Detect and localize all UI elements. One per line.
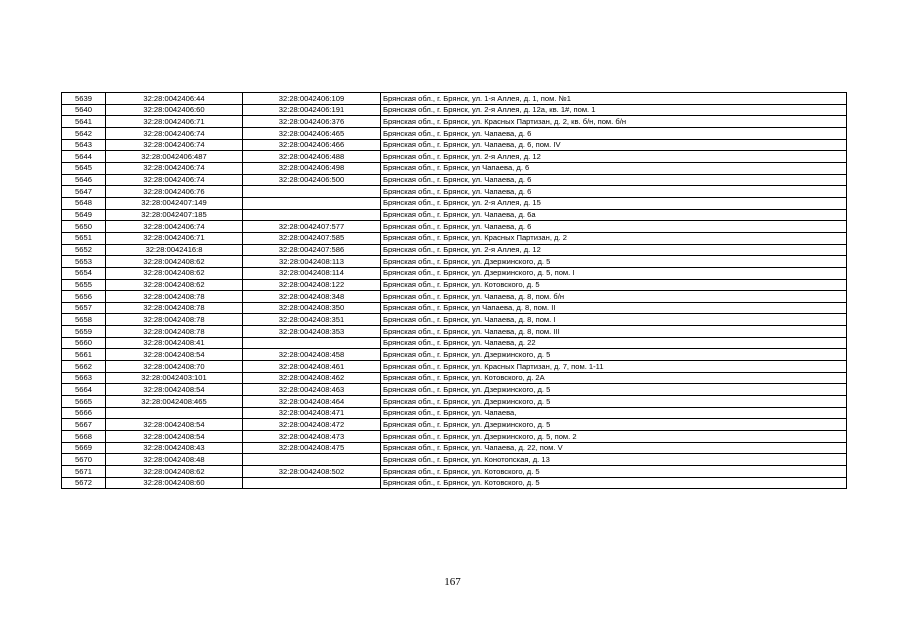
row-number-cell: 5665	[62, 396, 106, 408]
row-number-cell: 5652	[62, 244, 106, 256]
address-cell: Брянская обл., г. Брянск, ул. 1-я Аллея, д. 1, пом. №1	[381, 93, 847, 105]
table-row	[62, 466, 847, 478]
parcel-number-cell: 32:28:0042406:76	[106, 186, 243, 198]
table-row	[62, 302, 847, 314]
address-cell: Брянская обл., г. Брянск, ул. Котовского, д. 5	[381, 279, 847, 291]
object-number-cell: 32:28:0042408:472	[243, 419, 381, 431]
table-row	[62, 244, 847, 256]
object-number-cell: 32:28:0042406:498	[243, 162, 381, 174]
row-number-cell: 5654	[62, 267, 106, 279]
row-number-cell: 5666	[62, 407, 106, 419]
table-row	[62, 442, 847, 454]
row-number-cell: 5672	[62, 477, 106, 489]
table-row	[62, 314, 847, 326]
object-number-cell: 32:28:0042406:191	[243, 104, 381, 116]
address-cell: Брянская обл., г. Брянск, ул. Красных Партизан, д. 2	[381, 232, 847, 244]
table-row	[62, 186, 847, 198]
parcel-number-cell: 32:28:0042408:70	[106, 361, 243, 373]
table-row	[62, 372, 847, 384]
parcel-number-cell: 32:28:0042408:78	[106, 302, 243, 314]
table-row	[62, 267, 847, 279]
object-number-cell: 32:28:0042408:114	[243, 267, 381, 279]
object-number-cell: 32:28:0042408:471	[243, 407, 381, 419]
parcel-number-cell: 32:28:0042408:43	[106, 442, 243, 454]
address-cell: Брянская обл., г. Брянск, ул. Чапаева, д. 8, пом. б/н	[381, 291, 847, 303]
object-number-cell: 32:28:0042408:461	[243, 361, 381, 373]
parcel-number-cell: 32:28:0042407:185	[106, 209, 243, 221]
object-number-cell: 32:28:0042408:351	[243, 314, 381, 326]
row-number-cell: 5657	[62, 302, 106, 314]
address-cell: Брянская обл., г. Брянск, ул. Чапаева,	[381, 407, 847, 419]
address-cell: Брянская обл., г. Брянск, ул. Чапаева, д. 22	[381, 337, 847, 349]
row-number-cell: 5648	[62, 197, 106, 209]
object-number-cell: 32:28:0042407:577	[243, 221, 381, 233]
parcel-number-cell: 32:28:0042406:74	[106, 127, 243, 139]
row-number-cell: 5641	[62, 116, 106, 128]
parcel-number-cell: 32:28:0042408:62	[106, 279, 243, 291]
row-number-cell: 5668	[62, 431, 106, 443]
row-number-cell: 5646	[62, 174, 106, 186]
object-number-cell: 32:28:0042407:585	[243, 232, 381, 244]
parcel-number-cell: 32:28:0042406:74	[106, 139, 243, 151]
row-number-cell: 5670	[62, 454, 106, 466]
table-row	[62, 162, 847, 174]
address-cell: Брянская обл., г. Брянск, ул. Дзержинского, д. 5	[381, 384, 847, 396]
table-row	[62, 477, 847, 489]
address-cell: Брянская обл., г. Брянск, ул. Чапаева, д. 6	[381, 221, 847, 233]
parcel-number-cell: 32:28:0042406:74	[106, 174, 243, 186]
address-cell: Брянская обл., г. Брянск, ул. Чапаева, д. 6, пом. IV	[381, 139, 847, 151]
row-number-cell: 5642	[62, 127, 106, 139]
object-number-cell: 32:28:0042406:488	[243, 151, 381, 163]
row-number-cell: 5639	[62, 93, 106, 105]
address-cell: Брянская обл., г. Брянск, ул Чапаева, д. 8, пом. II	[381, 302, 847, 314]
row-number-cell: 5663	[62, 372, 106, 384]
parcel-number-cell: 32:28:0042403:101	[106, 372, 243, 384]
parcel-number-cell: 32:28:0042408:54	[106, 384, 243, 396]
table-row	[62, 232, 847, 244]
address-cell: Брянская обл., г. Брянск, ул. Красных Партизан, д. 2, кв. б/н, пом. б/н	[381, 116, 847, 128]
parcel-number-cell: 32:28:0042406:60	[106, 104, 243, 116]
table-row	[62, 256, 847, 268]
row-number-cell: 5660	[62, 337, 106, 349]
address-cell: Брянская обл., г. Брянск, ул. Чапаева, д. 8, пом. III	[381, 326, 847, 338]
parcel-number-cell: 32:28:0042406:44	[106, 93, 243, 105]
address-cell: Брянская обл., г. Брянск, ул. Котовского, д. 5	[381, 466, 847, 478]
object-number-cell	[243, 454, 381, 466]
table-row	[62, 127, 847, 139]
address-cell: Брянская обл., г. Брянск, ул. 2-я Аллея, д. 12	[381, 244, 847, 256]
parcel-number-cell: 32:28:0042408:54	[106, 419, 243, 431]
parcel-number-cell: 32:28:0042408:62	[106, 256, 243, 268]
parcel-number-cell: 32:28:0042408:62	[106, 466, 243, 478]
object-number-cell: 32:28:0042406:466	[243, 139, 381, 151]
row-number-cell: 5655	[62, 279, 106, 291]
table-row	[62, 361, 847, 373]
address-cell: Брянская обл., г. Брянск, ул. Чапаева, д. 8, пом. I	[381, 314, 847, 326]
registry-table-body	[62, 93, 847, 489]
table-row	[62, 431, 847, 443]
row-number-cell: 5671	[62, 466, 106, 478]
table-row	[62, 139, 847, 151]
address-cell: Брянская обл., г. Брянск, ул. Чапаева, д. 6	[381, 186, 847, 198]
parcel-number-cell: 32:28:0042408:54	[106, 349, 243, 361]
row-number-cell: 5669	[62, 442, 106, 454]
table-row	[62, 174, 847, 186]
parcel-number-cell: 32:28:0042408:41	[106, 337, 243, 349]
address-cell: Брянская обл., г. Брянск, ул. 2-я Аллея, д. 12	[381, 151, 847, 163]
table-row	[62, 384, 847, 396]
parcel-number-cell: 32:28:0042407:149	[106, 197, 243, 209]
object-number-cell: 32:28:0042408:475	[243, 442, 381, 454]
table-row	[62, 116, 847, 128]
address-cell: Брянская обл., г. Брянск, ул Чапаева, д. 6	[381, 162, 847, 174]
parcel-number-cell: 32:28:0042408:62	[106, 267, 243, 279]
parcel-number-cell: 32:28:0042408:54	[106, 431, 243, 443]
table-row	[62, 151, 847, 163]
address-cell: Брянская обл., г. Брянск, ул. Дзержинского, д. 5	[381, 396, 847, 408]
object-number-cell: 32:28:0042408:464	[243, 396, 381, 408]
object-number-cell: 32:28:0042406:109	[243, 93, 381, 105]
object-number-cell: 32:28:0042408:462	[243, 372, 381, 384]
object-number-cell: 32:28:0042408:122	[243, 279, 381, 291]
object-number-cell: 32:28:0042408:463	[243, 384, 381, 396]
row-number-cell: 5658	[62, 314, 106, 326]
parcel-number-cell: 32:28:0042408:48	[106, 454, 243, 466]
table-row	[62, 197, 847, 209]
row-number-cell: 5643	[62, 139, 106, 151]
parcel-number-cell: 32:28:0042406:487	[106, 151, 243, 163]
parcel-number-cell: 32:28:0042408:78	[106, 291, 243, 303]
address-cell: Брянская обл., г. Брянск, ул. Чапаева, д. 6а	[381, 209, 847, 221]
parcel-number-cell: 32:28:0042408:78	[106, 314, 243, 326]
registry-table	[61, 92, 847, 489]
row-number-cell: 5653	[62, 256, 106, 268]
row-number-cell: 5649	[62, 209, 106, 221]
table-row	[62, 209, 847, 221]
object-number-cell	[243, 337, 381, 349]
table-row	[62, 337, 847, 349]
parcel-number-cell: 32:28:0042416:8	[106, 244, 243, 256]
parcel-number-cell: 32:28:0042408:78	[106, 326, 243, 338]
object-number-cell: 32:28:0042408:113	[243, 256, 381, 268]
address-cell: Брянская обл., г. Брянск, ул. Дзержинского, д. 5, пом. 2	[381, 431, 847, 443]
row-number-cell: 5664	[62, 384, 106, 396]
table-row	[62, 396, 847, 408]
object-number-cell: 32:28:0042408:348	[243, 291, 381, 303]
object-number-cell: 32:28:0042406:500	[243, 174, 381, 186]
table-row	[62, 407, 847, 419]
object-number-cell: 32:28:0042408:458	[243, 349, 381, 361]
object-number-cell: 32:28:0042408:350	[243, 302, 381, 314]
table-row	[62, 454, 847, 466]
row-number-cell: 5645	[62, 162, 106, 174]
object-number-cell: 32:28:0042407:586	[243, 244, 381, 256]
address-cell: Брянская обл., г. Брянск, ул. Дзержинского, д. 5, пом. I	[381, 267, 847, 279]
object-number-cell	[243, 197, 381, 209]
row-number-cell: 5644	[62, 151, 106, 163]
address-cell: Брянская обл., г. Брянск, ул. 2-я Аллея, д. 12а, кв. 1#, пом. 1	[381, 104, 847, 116]
table-row	[62, 104, 847, 116]
parcel-number-cell: 32:28:0042406:74	[106, 221, 243, 233]
table-row	[62, 291, 847, 303]
address-cell: Брянская обл., г. Брянск, ул. Чапаева, д. 22, пом. V	[381, 442, 847, 454]
parcel-number-cell: 32:28:0042408:60	[106, 477, 243, 489]
address-cell: Брянская обл., г. Брянск, ул. Котовского, д. 2А	[381, 372, 847, 384]
table-row	[62, 326, 847, 338]
table-row	[62, 221, 847, 233]
object-number-cell	[243, 209, 381, 221]
parcel-number-cell: 32:28:0042406:74	[106, 162, 243, 174]
object-number-cell: 32:28:0042408:353	[243, 326, 381, 338]
row-number-cell: 5650	[62, 221, 106, 233]
parcel-number-cell: 32:28:0042406:71	[106, 232, 243, 244]
row-number-cell: 5651	[62, 232, 106, 244]
table-row	[62, 419, 847, 431]
parcel-number-cell	[106, 407, 243, 419]
object-number-cell: 32:28:0042408:502	[243, 466, 381, 478]
object-number-cell: 32:28:0042406:376	[243, 116, 381, 128]
address-cell: Брянская обл., г. Брянск, ул. Красных Партизан, д. 7, пом. 1-11	[381, 361, 847, 373]
parcel-number-cell: 32:28:0042408:465	[106, 396, 243, 408]
parcel-number-cell: 32:28:0042406:71	[106, 116, 243, 128]
address-cell: Брянская обл., г. Брянск, ул. 2-я Аллея, д. 15	[381, 197, 847, 209]
page-number: 167	[444, 576, 461, 588]
row-number-cell: 5640	[62, 104, 106, 116]
table-row	[62, 93, 847, 105]
address-cell: Брянская обл., г. Брянск, ул. Чапаева, д. 6	[381, 127, 847, 139]
row-number-cell: 5656	[62, 291, 106, 303]
address-cell: Брянская обл., г. Брянск, ул. Чапаева, д. 6	[381, 174, 847, 186]
address-cell: Брянская обл., г. Брянск, ул. Дзержинского, д. 5	[381, 256, 847, 268]
address-cell: Брянская обл., г. Брянск, ул. Дзержинского, д. 5	[381, 419, 847, 431]
row-number-cell: 5661	[62, 349, 106, 361]
address-cell: Брянская обл., г. Брянск, ул. Дзержинского, д. 5	[381, 349, 847, 361]
object-number-cell	[243, 477, 381, 489]
address-cell: Брянская обл., г. Брянск, ул. Котовского, д. 5	[381, 477, 847, 489]
row-number-cell: 5667	[62, 419, 106, 431]
object-number-cell: 32:28:0042406:465	[243, 127, 381, 139]
row-number-cell: 5659	[62, 326, 106, 338]
table-row	[62, 349, 847, 361]
object-number-cell: 32:28:0042408:473	[243, 431, 381, 443]
row-number-cell: 5662	[62, 361, 106, 373]
table-row	[62, 279, 847, 291]
object-number-cell	[243, 186, 381, 198]
address-cell: Брянская обл., г. Брянск, ул. Конотопская, д. 13	[381, 454, 847, 466]
row-number-cell: 5647	[62, 186, 106, 198]
